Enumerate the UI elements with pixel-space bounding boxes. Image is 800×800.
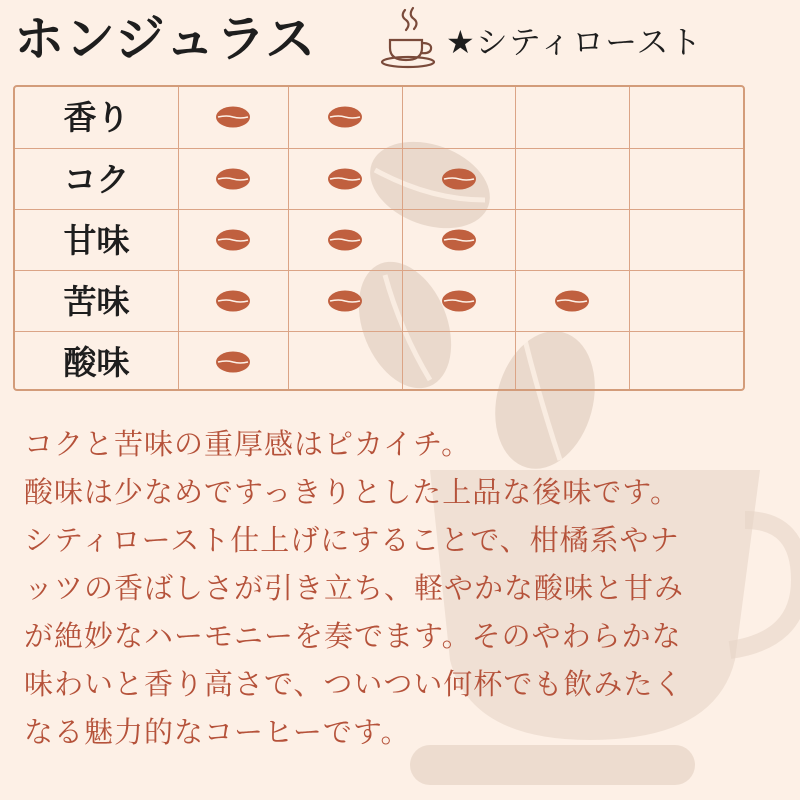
flavor-row-bitterness	[15, 270, 743, 332]
description-line: ッツの香ばしさが引き立ち、軽やかな酸味と甘み	[24, 571, 685, 605]
coffee-bean-icon	[215, 168, 251, 190]
description-line: コクと苦味の重厚感はピカイチ。	[24, 427, 472, 461]
description-line: 味わいと香り高さで、ついつい何杯でも飲みたく	[24, 667, 684, 701]
description-line: なる魅力的なコーヒーです。	[24, 715, 411, 749]
flavor-row-sweetness	[15, 209, 743, 271]
coffee-bean-icon	[215, 290, 251, 312]
header	[0, 0, 800, 80]
coffee-bean-icon	[215, 106, 251, 128]
coffee-bean-icon	[215, 351, 251, 373]
flavor-row-label: 苦味	[63, 282, 130, 321]
flavor-table	[13, 85, 745, 391]
description-line: 酸味は少なめですっきりとした上品な後味です。	[24, 475, 680, 509]
coffee-bean-icon	[327, 106, 363, 128]
flavor-row-label: 香り	[63, 98, 130, 137]
page-title: ホンジュラス	[14, 10, 317, 68]
coffee-bean-icon	[441, 229, 477, 251]
flavor-row-label: コク	[63, 160, 130, 199]
coffee-bean-icon	[327, 229, 363, 251]
coffee-bean-icon	[327, 290, 363, 312]
flavor-row-label: 酸味	[63, 343, 130, 382]
description	[24, 420, 794, 756]
coffee-bean-icon	[554, 290, 590, 312]
coffee-bean-icon	[441, 290, 477, 312]
roast-level-label: ★シティロースト	[446, 23, 703, 61]
coffee-cup-icon	[380, 6, 442, 70]
coffee-bean-icon	[327, 168, 363, 190]
flavor-row-label: 甘味	[63, 221, 130, 260]
flavor-row-aroma	[15, 87, 743, 148]
coffee-bean-icon	[441, 168, 477, 190]
flavor-row-acidity	[15, 331, 743, 393]
description-line: シティロースト仕上げにすることで、柑橘系やナ	[24, 523, 680, 557]
flavor-row-body	[15, 148, 743, 210]
coffee-bean-icon	[215, 229, 251, 251]
description-line: が絶妙なハーモニーを奏でます。そのやわらかな	[24, 619, 682, 653]
